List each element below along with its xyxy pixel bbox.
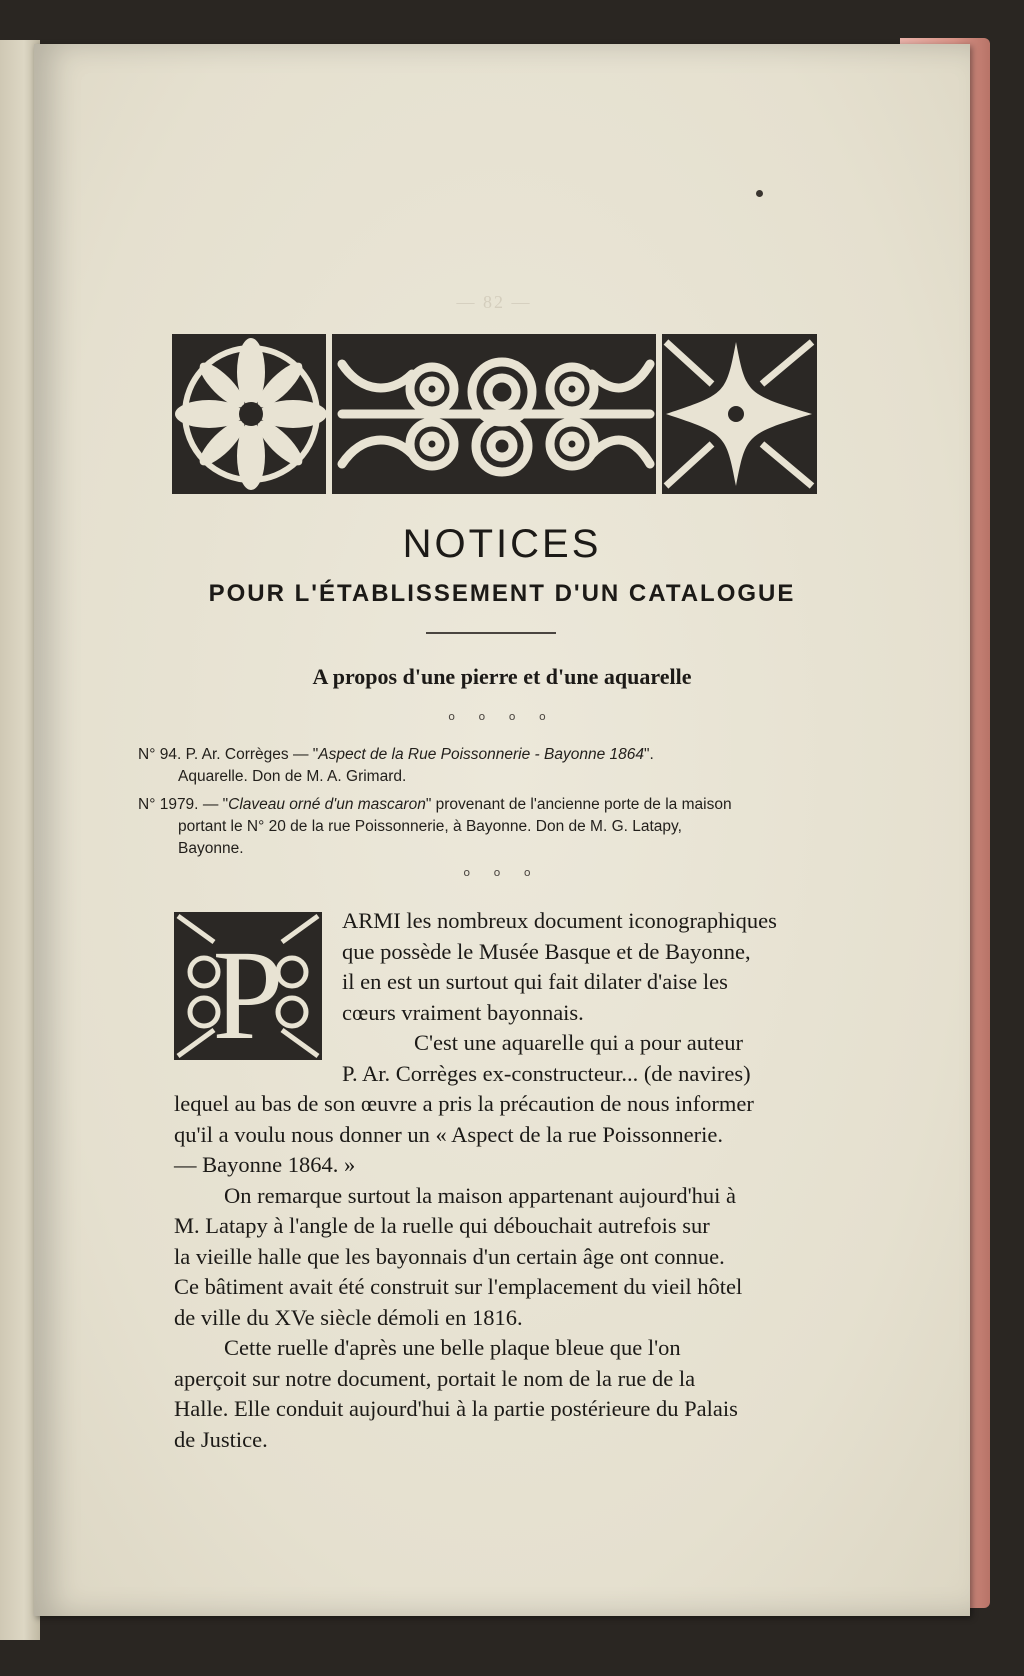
notice-text: — " xyxy=(202,796,229,813)
body-line: lequel au bas de son œuvre a pris la précaution de nous informer xyxy=(174,1091,754,1116)
notice-text: P. Ar. Corrèges — " xyxy=(185,746,319,763)
page-subtitle: POUR L'ÉTABLISSEMENT D'UN CATALOGUE xyxy=(208,580,796,607)
notice-title: Aspect de la Rue Poissonnerie - Bayonne 1864 xyxy=(318,746,644,763)
body-line: la vieille halle que les bayonnais d'un certain âge ont connue. xyxy=(174,1243,725,1269)
body-line: P. Ar. Corrèges ex-constructeur... (de navires) xyxy=(342,1060,751,1086)
body-line: que possède le Musée Basque et de Bayonne, xyxy=(342,938,751,964)
notice-text-end: ". xyxy=(644,746,654,763)
notice-continuation: Aquarelle. Don de M. A. Grimard. xyxy=(178,768,407,785)
notice-number: N° 94. xyxy=(138,746,182,763)
ornamental-header-band xyxy=(172,334,817,494)
notice-item xyxy=(138,794,858,860)
body-line: aperçoit sur notre document, portait le nom de la rue de la xyxy=(174,1365,696,1391)
body-line: cœurs vraiment bayonnais. xyxy=(342,999,584,1025)
article-body xyxy=(174,906,816,1455)
notice-number: N° 1979. xyxy=(138,796,199,813)
body-line: il en est un surtout qui fait dilater d'aise les xyxy=(342,969,728,994)
body-line: M. Latapy à l'angle de la ruelle qui débouchait autrefois sur xyxy=(174,1213,710,1238)
body-line: Cette ruelle d'après une belle plaque bleue que l'on xyxy=(224,1335,681,1360)
separator-dots: o o o xyxy=(463,866,541,879)
body-line: — Bayonne 1864. » xyxy=(174,1152,356,1177)
body-line: de ville du XVe siècle démoli en 1816. xyxy=(174,1304,523,1330)
body-line: ARMI les nombreux document iconographiques xyxy=(342,908,777,933)
body-line: On remarque surtout la maison appartenant aujourd'hui à xyxy=(224,1182,737,1208)
book-page xyxy=(34,44,970,1616)
notice-item xyxy=(138,744,858,788)
body-line: de Justice. xyxy=(174,1426,268,1452)
page-title: NOTICES xyxy=(402,522,602,566)
section-title: A propos d'une pierre et d'une aquarelle xyxy=(312,664,692,689)
body-line: Halle. Elle conduit aujourd'hui à la partie postérieure du Palais xyxy=(174,1396,738,1421)
body-line: qu'il a voulu nous donner un « Aspect de la rue Poissonnerie. xyxy=(174,1121,723,1147)
notice-text-end: " provenant de l'ancienne porte de la maison xyxy=(425,796,732,813)
dropcap-letter: P xyxy=(212,924,284,1060)
title-rule xyxy=(426,632,556,634)
ink-dot xyxy=(756,190,763,197)
notice-continuation: portant le N° 20 de la rue Poissonnerie, à Bayonne. Don de M. G. Latapy, xyxy=(178,818,682,835)
body-line: Ce bâtiment avait été construit sur l'emplacement du vieil hôtel xyxy=(174,1274,743,1299)
body-line: C'est une aquarelle qui a pour auteur xyxy=(414,1030,743,1055)
catalogue-notices xyxy=(138,744,858,866)
notice-continuation: Bayonne. xyxy=(178,840,244,857)
page-number: — 82 — xyxy=(456,292,532,312)
separator-dots: o o o o xyxy=(448,710,556,723)
notice-title: Claveau orné d'un mascaron xyxy=(228,796,426,813)
